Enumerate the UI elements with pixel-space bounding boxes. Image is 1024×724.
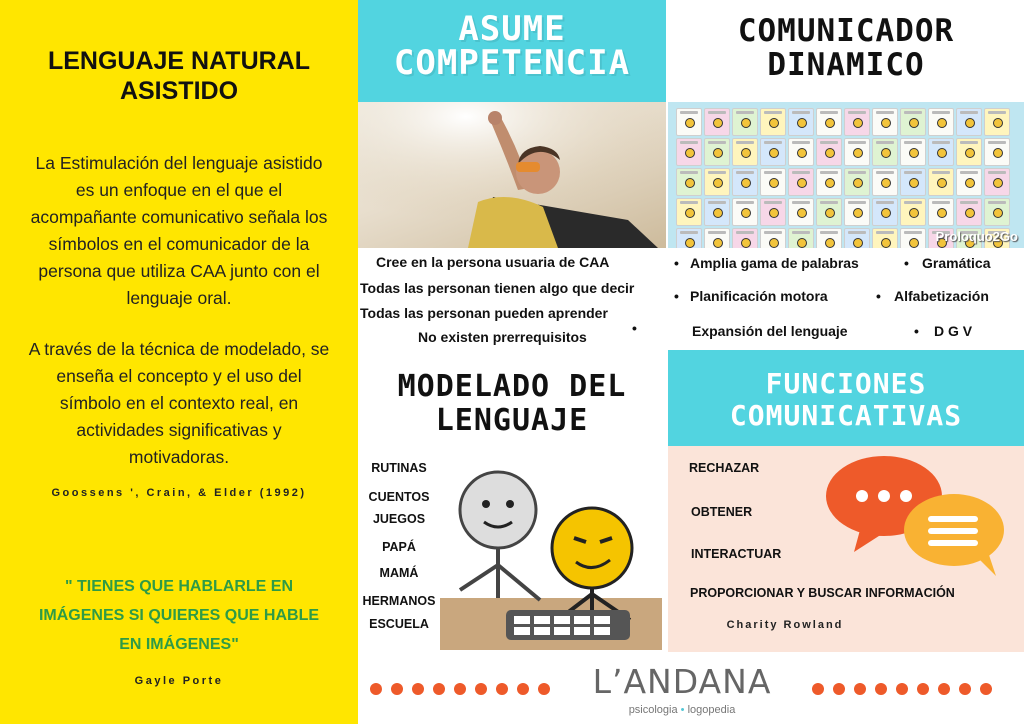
citation: Goossens ', Crain, & Elder (1992) — [51, 487, 307, 499]
asume-banner — [358, 0, 666, 102]
speech-bubbles-icon — [820, 452, 1020, 580]
symbol-cell — [984, 138, 1010, 166]
symbol-cell — [676, 138, 702, 166]
symbol-cell — [872, 168, 898, 196]
symbol-cell — [760, 228, 786, 248]
symbol-cell — [844, 198, 870, 226]
symbol-cell — [816, 228, 842, 248]
list-item: CUENTOS — [368, 490, 430, 504]
bullet-icon: • — [876, 288, 881, 304]
intro-paragraph: La Estimulación del lenguaje asistido es un enfoque en el que el acompañante comunicativo señala los símbolos en el comunicador de la persona que utiliza CAA junto con el lenguaje oral. — [30, 153, 328, 308]
symbol-cell — [732, 198, 758, 226]
comunicador-title: COMUNICADOR DINAMICO — [737, 13, 955, 83]
list-item: Cree en la persona usuaria de CAA — [376, 254, 610, 270]
symbol-cell — [788, 138, 814, 166]
decorative-dots-left — [370, 683, 550, 695]
symbol-cell — [844, 138, 870, 166]
symbol-cell — [704, 138, 730, 166]
symbol-grid — [676, 108, 1010, 248]
symbol-cell — [732, 138, 758, 166]
symbol-cell — [872, 198, 898, 226]
list-item: D G V — [934, 323, 973, 339]
list-item: RUTINAS — [371, 461, 427, 475]
list-item: Todas las personan tienen algo que decir — [360, 280, 635, 296]
symbol-cell — [788, 228, 814, 248]
list-item: INTERACTUAR — [691, 547, 782, 561]
bullet-icon: • — [632, 320, 637, 336]
symbol-cell — [732, 228, 758, 248]
symbol-cell — [844, 168, 870, 196]
board-label: Proloquo2Go — [935, 229, 1018, 244]
communication-board-image — [668, 102, 1024, 248]
symbol-cell — [788, 168, 814, 196]
symbol-cell — [816, 138, 842, 166]
symbol-cell — [732, 168, 758, 196]
list-item: Expansión del lenguaje — [692, 323, 848, 339]
symbol-cell — [788, 108, 814, 136]
symbol-cell — [872, 228, 898, 248]
symbol-cell — [928, 168, 954, 196]
list-item: MAMÁ — [379, 566, 419, 580]
bullet-icon: • — [904, 255, 909, 271]
asume-title: ASUME COMPETENCIA — [393, 9, 631, 83]
symbol-cell — [872, 108, 898, 136]
symbol-cell — [956, 198, 982, 226]
quote-author: Gayle Porte — [134, 675, 224, 687]
list-item: PAPÁ — [382, 540, 416, 554]
symbol-cell — [900, 168, 926, 196]
symbol-cell — [984, 108, 1010, 136]
list-item: JUEGOS — [372, 512, 426, 526]
symbol-cell — [844, 108, 870, 136]
logo-sub-dot: • — [680, 704, 685, 716]
symbol-cell — [872, 138, 898, 166]
comunicador-list — [668, 248, 1024, 348]
symbol-cell — [816, 108, 842, 136]
symbol-cell — [704, 228, 730, 248]
symbol-cell — [956, 138, 982, 166]
symbol-cell — [816, 168, 842, 196]
symbol-cell — [704, 108, 730, 136]
symbol-cell — [760, 138, 786, 166]
symbol-cell — [676, 228, 702, 248]
symbol-cell — [704, 198, 730, 226]
list-item: Alfabetización — [894, 288, 989, 304]
symbol-cell — [676, 198, 702, 226]
logo-sub-left: psicologia — [628, 704, 678, 716]
list-item: ESCUELA — [369, 617, 429, 631]
list-item: HERMANOS — [362, 594, 436, 608]
logo-subtitle — [588, 704, 776, 716]
symbol-cell — [676, 168, 702, 196]
bullet-icon: • — [674, 288, 679, 304]
landana-logo: L’ANDANA — [592, 662, 772, 701]
funciones-banner — [668, 350, 1024, 446]
list-item: Planificación motora — [690, 288, 828, 304]
modelado-title: MODELADO DEL LENGUAJE — [397, 369, 627, 438]
quote: " TIENES QUE HABLARLE EN IMÁGENES SI QUIERES QUE HABLE EN IMÁGENES" — [38, 578, 320, 653]
symbol-cell — [760, 168, 786, 196]
superhero-child-photo — [358, 102, 666, 248]
list-item: RECHAZAR — [689, 461, 760, 475]
list-item: No existen prerrequisitos — [418, 329, 587, 345]
symbol-cell — [760, 198, 786, 226]
symbol-cell — [676, 108, 702, 136]
symbol-cell — [732, 108, 758, 136]
list-item: Gramática — [922, 255, 991, 271]
symbol-cell — [900, 108, 926, 136]
list-item: Amplia gama de palabras — [690, 255, 859, 271]
symbol-cell — [984, 168, 1010, 196]
symbol-cell — [928, 138, 954, 166]
panel-title: LENGUAJE NATURAL ASISTIDO — [47, 47, 311, 105]
symbol-cell — [760, 108, 786, 136]
funciones-author: Charity Rowland — [726, 619, 844, 631]
modeling-paragraph: A través de la técnica de modelado, se enseña el concepto y el uso del símbolo en el contexto real, en actividades significativas y motivadoras. — [28, 339, 330, 467]
list-item: Todas las personan pueden aprender — [360, 305, 608, 321]
symbol-cell — [816, 198, 842, 226]
list-item: OBTENER — [691, 505, 753, 519]
symbol-cell — [704, 168, 730, 196]
symbol-cell — [956, 108, 982, 136]
left-panel — [0, 0, 358, 724]
symbol-cell — [956, 168, 982, 196]
symbol-cell — [900, 198, 926, 226]
decorative-dots-right — [812, 683, 992, 695]
symbol-cell — [928, 198, 954, 226]
symbol-cell — [900, 228, 926, 248]
logo-sub-right: logopedia — [687, 704, 736, 716]
symbol-cell — [984, 198, 1010, 226]
stick-figures-tablet-illustration — [440, 470, 662, 650]
bullet-icon: • — [914, 323, 919, 339]
symbol-cell — [900, 138, 926, 166]
symbol-cell — [928, 108, 954, 136]
asume-list — [358, 248, 666, 348]
bullet-icon: • — [674, 255, 679, 271]
funciones-title: FUNCIONES COMUNICATIVAS — [729, 367, 963, 432]
symbol-cell — [844, 228, 870, 248]
symbol-cell — [788, 198, 814, 226]
list-item: PROPORCIONAR Y BUSCAR INFORMACIÓN — [690, 586, 955, 600]
